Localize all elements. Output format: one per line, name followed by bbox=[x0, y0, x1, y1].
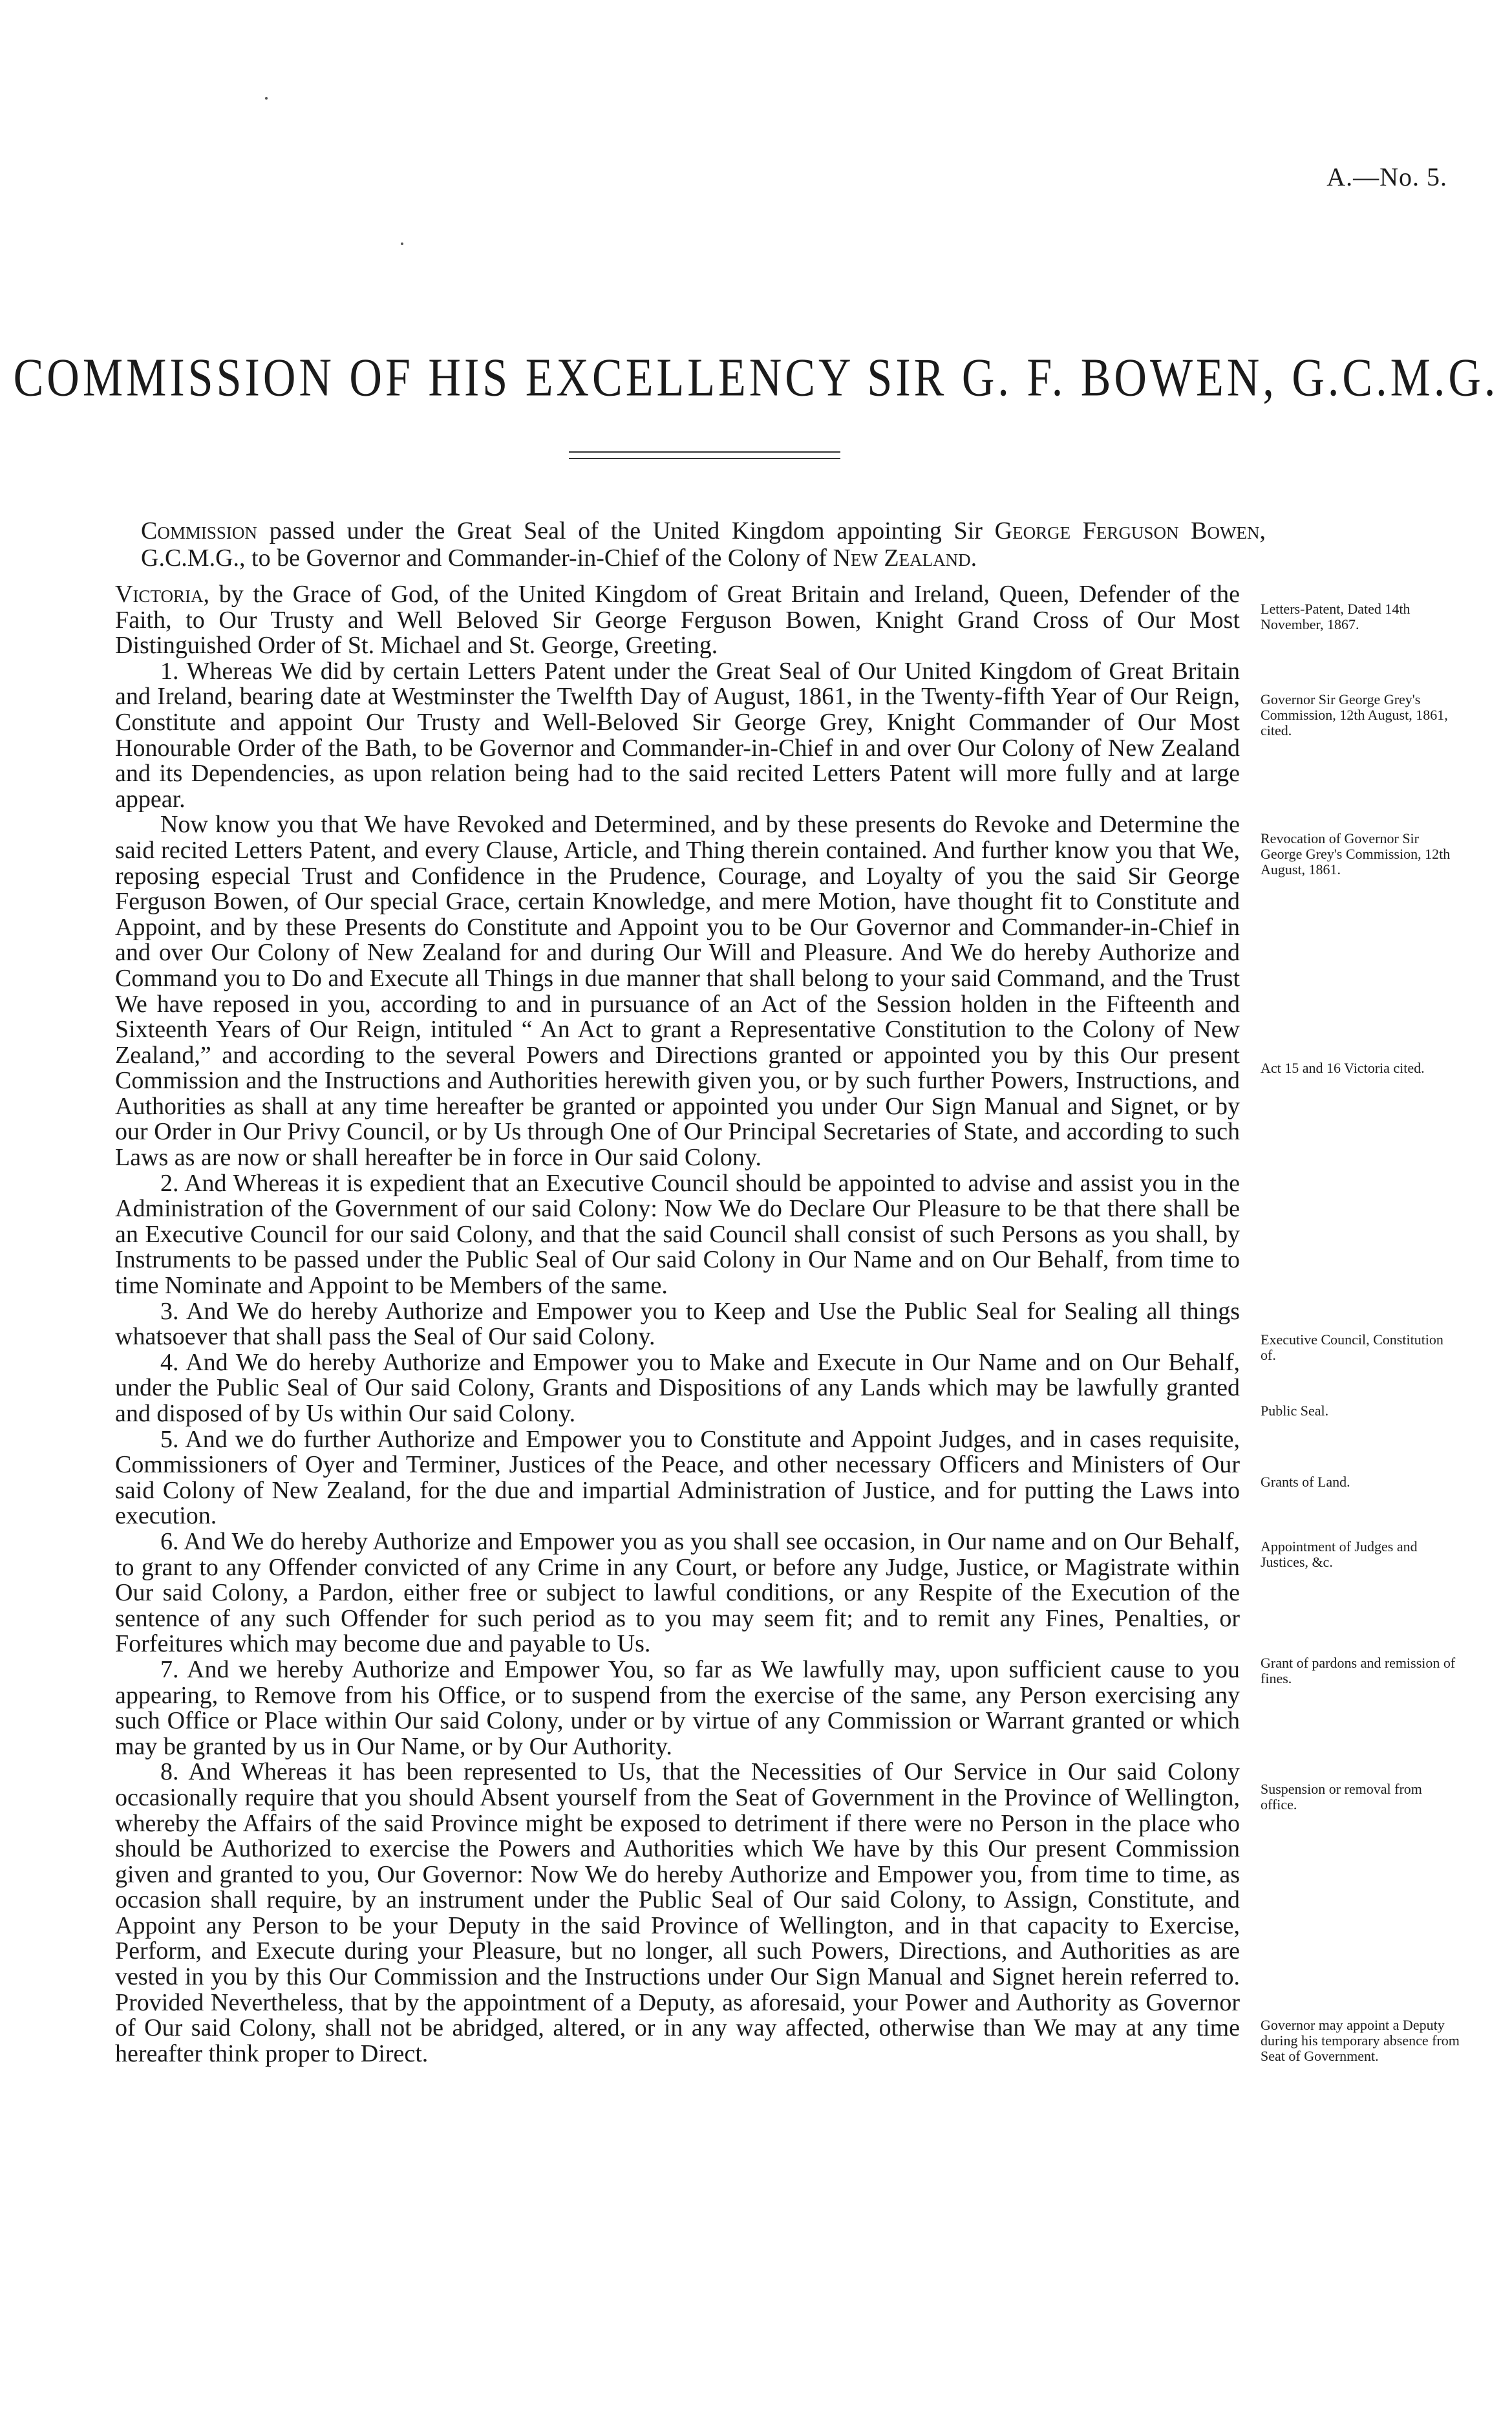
margin-note-act-cited: Act 15 and 16 Victoria cited. bbox=[1261, 1060, 1425, 1076]
margin-note-grants-of-land: Grants of Land. bbox=[1261, 1474, 1350, 1490]
margin-note-suspension: Suspension or removal from office. bbox=[1261, 1781, 1422, 1813]
preamble-lead: Commission bbox=[141, 517, 257, 544]
preamble-end: . bbox=[970, 544, 977, 572]
commission-body bbox=[115, 582, 1240, 2067]
paragraph-7: 7. And we hereby Authorize and Empower You, so far as We lawfully may, upon sufficient cause to you appearing, to Remove from his Office, or to suspend from the exercise of the same, any Person exercising any such Office or Place within Our said Colony, under or by virtue of any Commission or Warrant granted or which may be granted by us in Our Name, or by Our Authority. bbox=[115, 1655, 1240, 1760]
margin-note-pardons: Grant of pardons and remission of fines. bbox=[1261, 1655, 1456, 1686]
paragraph-6: 6. And We do hereby Authorize and Empower you as you shall see occasion, in Our name and on Our Behalf, to grant to any Offender convicted of any Crime in any Court, or before any Judge, Justice, or Magistrate within Our said Colony, a Pardon, either free or subject to lawful conditions, or any Respite of the Execution of the sentence of any such Offender for such period as to you may seem fit; and to remit any Fines, Penalties, or Forfeitures which may become due and payable to Us. bbox=[115, 1527, 1240, 1658]
paragraph-5: 5. And we do further Authorize and Empower you to Constitute and Appoint Judges, and in cases requisite, Commissioners of Oyer and Terminer, Justices of the Peace, and other necessary Officers and Ministers of Our said Colony of New Zealand, for the due and impartial Administration of Justice, and for putting the Laws into execution. bbox=[115, 1425, 1240, 1530]
margin-note-revocation: Revocation of Governor Sir George Grey's Commission, 12th August, 1861. bbox=[1261, 830, 1451, 877]
margin-note-grey-commission: Governor Sir George Grey's Commission, 12th August, 1861, cited. bbox=[1261, 691, 1448, 738]
paragraph-4: 4. And We do hereby Authorize and Empower you to Make and Execute in Our Name and on Our Behalf, under the Public Seal of Our said Colony, Grants and Dispositions of any Lands which may be lawfully granted and disposed of by Us within Our said Colony. bbox=[115, 1348, 1240, 1427]
paragraph-8: 8. And Whereas it has been represented to Us, that the Necessities of Our Service in Our said Colony occasionally require that you should Absent yourself from the Seat of Government in the Province of Wellington, whereby the Affairs of the said Province might be exposed to detriment if there were no Person in the place who should be Authorized to exercise the Powers and Authorities which We have by this Our present Commission given and granted to you, Our Governor: Now We do hereby Authorize and Empower you, from time to time, as occasion shall require, by an instrument under the Public Seal of Our said Colony, to Assign, Constitute, and Appoint any Person to be your Deputy in the said Province of Wellington, and in that capacity to Exercise, Perform, and Execute during your Pleasure, but no longer, all such Powers, Directions, and Authorities as are vested in you by this Our Commission and the Instructions under Our Sign Manual and Signet herein referred to. Provided Nevertheless, that by the appointment of a Deputy, as aforesaid, your Power and Authority as Governor of Our said Colony, shall not be abridged, altered, or in any way affected, otherwise than We may at any time hereafter think proper to Direct. bbox=[115, 1758, 1240, 2067]
title-divider-bottom bbox=[569, 458, 840, 459]
preamble-name: George Ferguson Bowen bbox=[994, 517, 1260, 544]
margin-note-public-seal: Public Seal. bbox=[1261, 1403, 1329, 1419]
preamble-text-2: , G.C.M.G., to be Governor and Commander-in-Chief of the Colony of bbox=[141, 517, 1266, 572]
salutation-text: , by the Grace of God, of the United Kingdom of Great Britain and Ireland, Queen, Defender of the Faith, to Our Trusty and Well Beloved Sir George Ferguson Bowen, Knight Grand Cross of Our Most Distinguished Order of St. Michael and St. George, Greeting. bbox=[115, 581, 1240, 660]
page-reference: A.—No. 5. bbox=[1326, 162, 1447, 191]
paragraph-3: 3. And We do hereby Authorize and Empower you to Keep and Use the Public Seal for Sealing all things whatsoever that shall pass the Seal of Our said Colony. bbox=[115, 1297, 1240, 1351]
margin-note-judges: Appointment of Judges and Justices, &c. bbox=[1261, 1538, 1418, 1570]
paper-speck bbox=[265, 97, 268, 100]
commission-preamble bbox=[115, 517, 1266, 572]
paragraph-2: 2. And Whereas it is expedient that an Executive Council should be appointed to advise and assist you in the Administration of the Government of our said Colony: Now We do Declare Our Pleasure to be that there shall be an Executive Council for our said Colony, and that the said Council shall consist of such Persons as you shall, by Instruments to be passed under the Public Seal of Our said Colony in Our Name and on Our Behalf, from time to time Nominate and Appoint to be Members of the same. bbox=[115, 1169, 1240, 1300]
paragraph-salutation bbox=[115, 582, 1240, 659]
paragraph-1: 1. Whereas We did by certain Letters Patent under the Great Seal of Our United Kingdom of Great Britain and Ireland, bearing date at Westminster the Twelfth Day of August, 1861, in the Twenty-fifth Year of Our Reign, Constitute and appoint Our Trusty and Well-Beloved Sir George Grey, Knight Commander of Our Most Honourable Order of the Bath, to be Governor and Commander-in-Chief in and over Our Colony of New Zealand and its Dependencies, as upon relation being had to the said recited Letters Patent will more fully and at large appear. bbox=[115, 657, 1240, 813]
paragraph-revocation: Now know you that We have Revoked and Determined, and by these presents do Revoke and Determine the said recited Letters Patent, and every Clause, Article, and Thing therein contained. And further know you that We, reposing especial Trust and Confidence in the Prudence, Courage, and Loyalty of you the said Sir George Ferguson Bowen, of Our special Grace, certain Knowledge, and mere Motion, have thought fit to Constitute and Appoint, and by these Presents do Constitute and Appoint you to be Our Governor and Commander-in-Chief in and over Our Colony of New Zealand for and during Our Will and Pleasure. And We do hereby Authorize and Command you to Do and Execute all Things in due manner that shall belong to your said Command, and the Trust We have reposed in you, according to and in pursuance of an Act of the Session holden in the Fifteenth and Sixteenth Years of Our Reign, intituled “ An Act to grant a Representative Constitution to the Colony of New Zealand,” and according to the several Powers and Directions granted or appointed you by this Our present Commission and the Instructions and Authorities herewith given you, or by such further Powers, Instructions, and Authorities as shall at any time hereafter be granted or appointed you under Our Sign Manual and Signet, or by our Order in Our Privy Council, or by Us through One of Our Principal Secretaries of State, and according to such Laws as are now or shall hereafter be in force in Our said Colony. bbox=[115, 811, 1240, 1172]
margin-note-executive-council: Executive Council, Constitution of. bbox=[1261, 1331, 1443, 1363]
preamble-text-1: passed under the Great Seal of the United Kingdom appointing Sir bbox=[257, 517, 995, 544]
preamble-colony: New Zealand bbox=[833, 544, 971, 572]
salutation-lead: Victoria bbox=[115, 581, 204, 608]
margin-note-deputy: Governor may appoint a Deputy during his temporary absence from Seat of Government. bbox=[1261, 2017, 1460, 2064]
document-title: COMMISSION OF HIS EXCELLENCY SIR G. F. BOWEN, G.C.M.G. bbox=[13, 348, 1499, 408]
paper-speck bbox=[401, 242, 403, 245]
title-divider-top bbox=[569, 451, 840, 453]
margin-note-letters-patent: Letters-Patent, Dated 14th November, 1867. bbox=[1261, 601, 1411, 632]
